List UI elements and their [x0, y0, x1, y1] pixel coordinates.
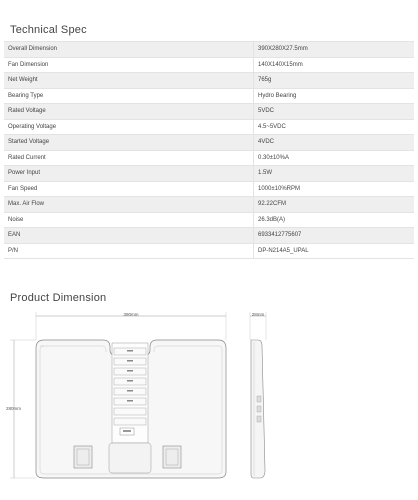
spec-key: Fan Speed: [4, 181, 254, 197]
spec-key: Max. Air Flow: [4, 197, 254, 213]
spec-value: 4.5~5VDC: [254, 119, 415, 135]
spec-row: [4, 181, 414, 197]
spec-value: 92.22CFM: [254, 197, 415, 213]
spec-row: [4, 228, 414, 244]
spec-key: Overall Dimension: [4, 42, 254, 58]
height-dimension-label: 280mm: [6, 406, 22, 411]
spec-value: 5VDC: [254, 104, 415, 120]
depth-dimension-label: 28mm: [251, 312, 265, 317]
spec-row: [4, 166, 414, 182]
spec-value: 0.30±10%A: [254, 150, 415, 166]
spec-key: EAN: [4, 228, 254, 244]
spec-key: Noise: [4, 212, 254, 228]
spec-value: 4VDC: [254, 135, 415, 151]
spec-key: Net Weight: [4, 73, 254, 89]
product-dimension-drawing: [0, 305, 418, 500]
spec-value: 765g: [254, 73, 415, 89]
spec-value: 1000±10%RPM: [254, 181, 415, 197]
spec-key: Rated Voltage: [4, 104, 254, 120]
spec-row: [4, 42, 414, 58]
product-dimension-title: Product Dimension: [10, 292, 107, 304]
spec-key: Bearing Type: [4, 88, 254, 104]
spec-row: [4, 73, 414, 89]
spec-row: [4, 104, 414, 120]
spec-value: 140X140X15mm: [254, 57, 415, 73]
spec-value: 1.5W: [254, 166, 415, 182]
spec-row: [4, 135, 414, 151]
spec-row: [4, 243, 414, 259]
spec-value: 6933412775607: [254, 228, 415, 244]
cooling-pad-top-view: [36, 340, 226, 478]
spec-row: [4, 212, 414, 228]
spec-row: [4, 57, 414, 73]
spec-key: Operating Voltage: [4, 119, 254, 135]
spec-key: Started Voltage: [4, 135, 254, 151]
width-dimension-label: 390mm: [123, 312, 139, 317]
spec-key: P/N: [4, 243, 254, 259]
tech-spec-title: Technical Spec: [10, 24, 87, 36]
spec-row: [4, 150, 414, 166]
spec-key: Rated Current: [4, 150, 254, 166]
spec-key: Fan Dimension: [4, 57, 254, 73]
spec-row: [4, 88, 414, 104]
spec-key: Power Input: [4, 166, 254, 182]
spec-value: 26.3dB(A): [254, 212, 415, 228]
spec-value: DP-N214A5_UPAL: [254, 243, 415, 259]
cooling-pad-side-view: [251, 340, 265, 478]
spec-row: [4, 119, 414, 135]
spec-value: Hydro Bearing: [254, 88, 415, 104]
spec-row: [4, 197, 414, 213]
spec-table: [4, 41, 414, 259]
spec-value: 390X280X27.5mm: [254, 42, 415, 58]
